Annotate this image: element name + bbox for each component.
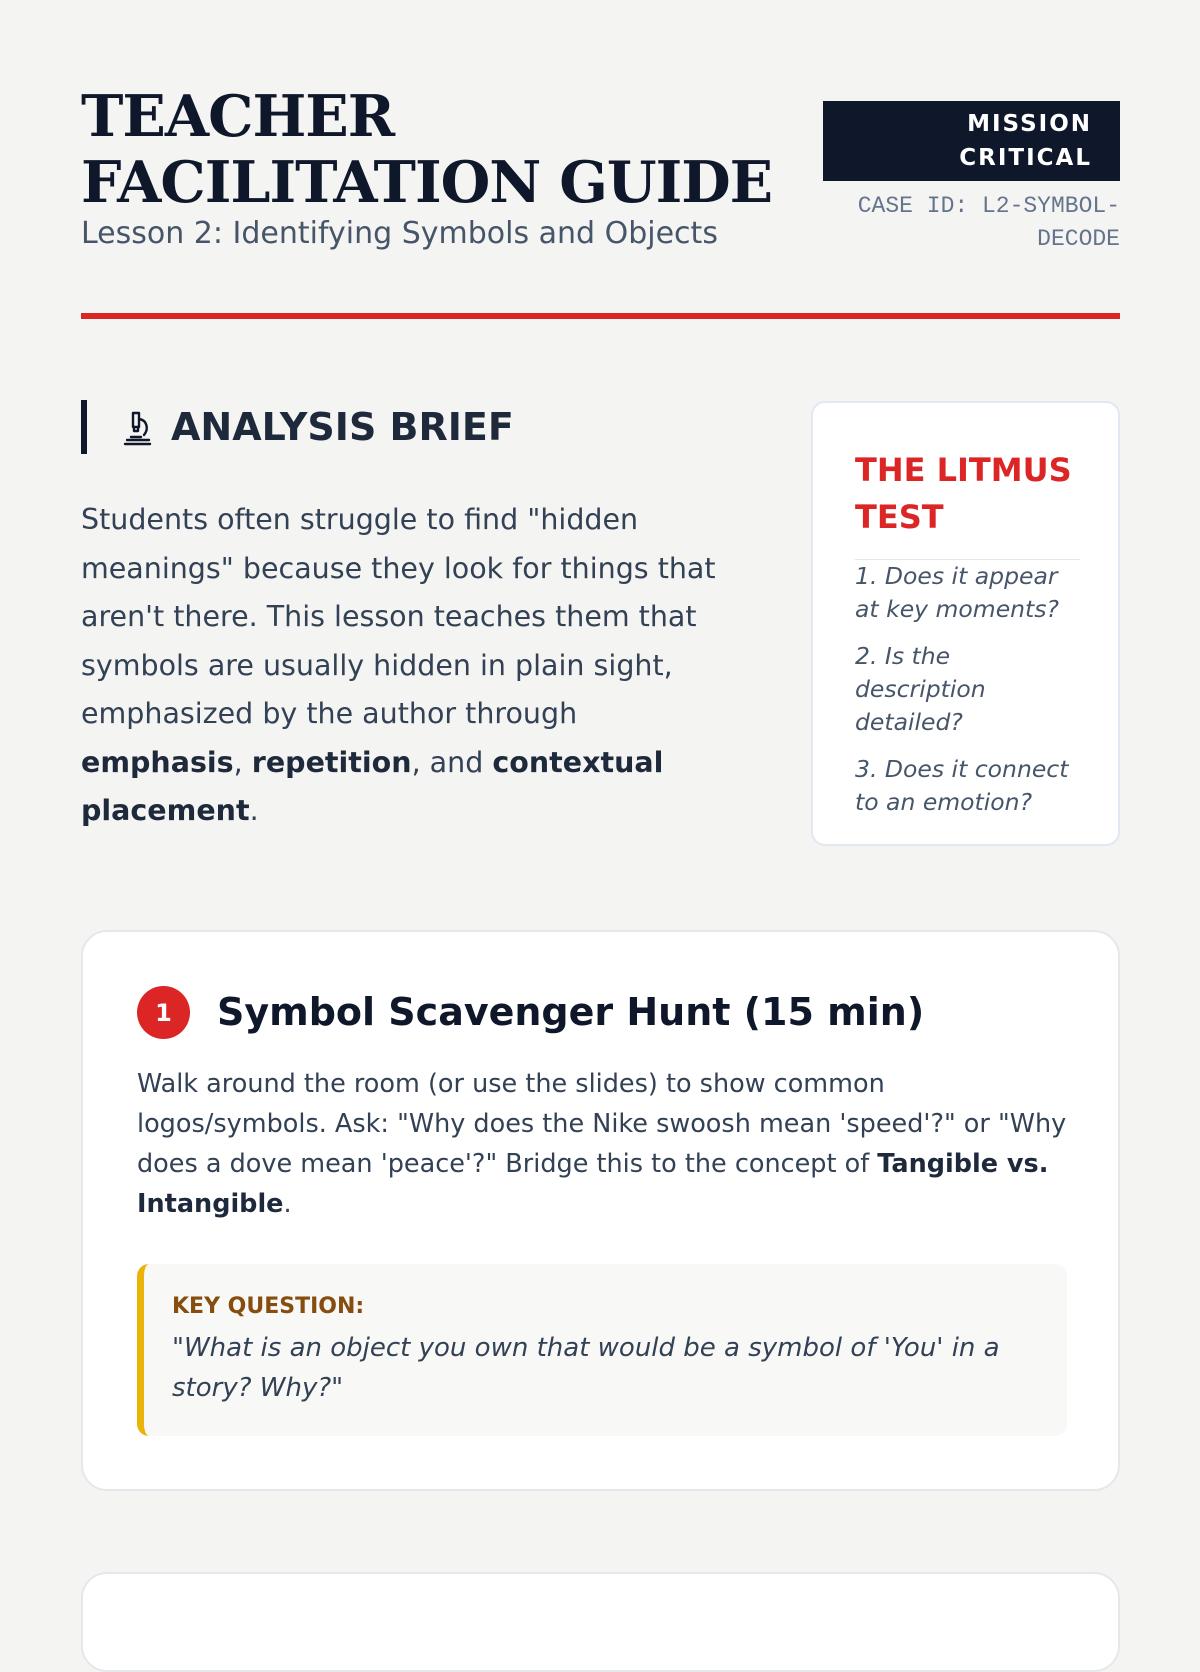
header-divider xyxy=(81,313,1120,319)
microscope-icon xyxy=(117,407,157,447)
guide-page xyxy=(81,0,1120,1600)
step-text-end: . xyxy=(283,1189,292,1219)
litmus-test-card xyxy=(811,401,1120,846)
step-text-bold: Tangible vs. Intangible xyxy=(137,1149,1049,1219)
page-title: TEACHER FACILITATION GUIDE xyxy=(81,83,773,216)
key-question-text: "What is an object you own that would be a symbol of 'You' in a story? Why?" xyxy=(172,1333,1000,1403)
badge-line-1: MISSION xyxy=(967,111,1092,137)
brief-text-part1: Students often struggle to find "hidden meanings" because they look for things that aren't there. This lesson teaches them that symbols are usually hidden in plain sight, emphasized by the author through xyxy=(81,503,716,730)
litmus-item: 2. Is the description detailed? xyxy=(855,642,986,736)
brief-repetition: repetition xyxy=(251,745,412,779)
analysis-brief-heading xyxy=(81,400,514,454)
analysis-brief-title: ANALYSIS BRIEF xyxy=(171,405,514,449)
brief-emphasis: emphasis xyxy=(81,745,234,779)
lesson-subtitle: Lesson 2: Identifying Symbols and Objects xyxy=(81,216,718,251)
brief-sep-2: , and xyxy=(411,745,493,779)
litmus-item: 3. Does it connect to an emotion? xyxy=(855,755,1069,816)
brief-end: . xyxy=(249,794,259,827)
litmus-item: 1. Does it appear at key moments? xyxy=(855,562,1059,623)
step-text-part1: Walk around the room (or use the slides) to show common logos/symbols. Ask: "Why does the Nike swoosh mean 'speed'?" or "Why does a dove mean 'peace'?" Bridge this to the concept of xyxy=(137,1069,1067,1179)
step-number-badge: 1 xyxy=(137,986,190,1039)
step-card-2 xyxy=(81,1572,1120,1672)
step-title: Symbol Scavenger Hunt (15 min) xyxy=(217,990,925,1034)
case-id: CASE ID: L2-SYMBOL-DECODE xyxy=(857,193,1120,252)
brief-contextual-placement: contextual placement xyxy=(81,745,664,827)
brief-sep-1: , xyxy=(233,745,252,779)
key-question-label: KEY QUESTION: xyxy=(172,1294,365,1319)
badge-line-2: CRITICAL xyxy=(959,145,1092,171)
mission-critical-badge xyxy=(823,101,1120,181)
step-description xyxy=(137,1064,1067,1224)
key-question-callout xyxy=(137,1264,1067,1436)
litmus-test-title: THE LITMUS TEST xyxy=(855,447,1080,560)
analysis-brief-text xyxy=(81,496,746,836)
step-card-1 xyxy=(81,930,1120,1491)
header xyxy=(81,84,1120,264)
